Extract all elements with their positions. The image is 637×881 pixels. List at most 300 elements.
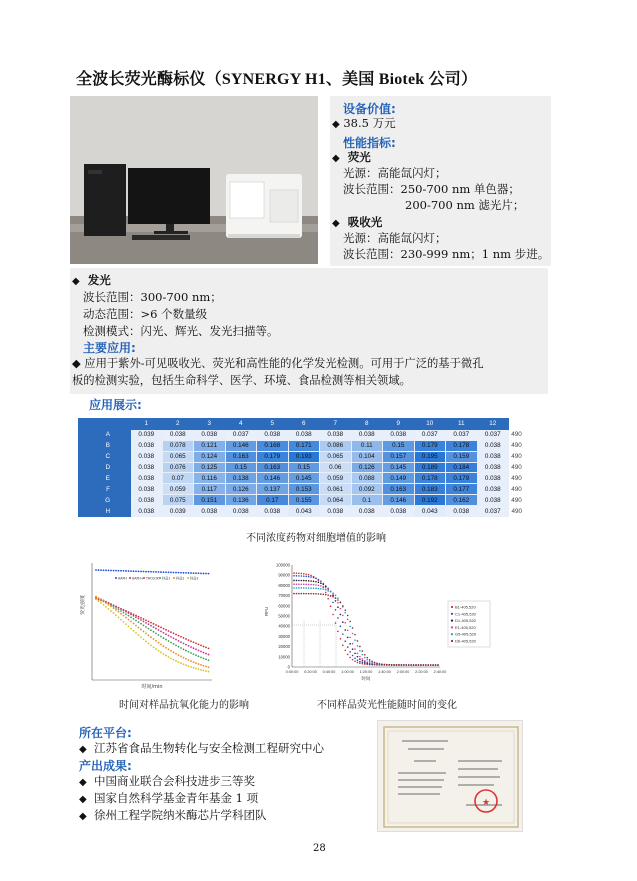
data-point [320,593,322,595]
achievements-header: 产出成果: [79,759,132,773]
data-point [168,656,170,658]
data-point [357,659,359,661]
data-point [123,609,125,611]
data-point [105,606,107,608]
plate-cell: 0.137 [257,484,289,495]
data-point [405,664,407,666]
data-point [123,621,125,623]
plate-cell: 0.043 [288,506,320,517]
data-point [342,644,344,646]
plate-cell: 0.178 [414,473,446,484]
data-point [188,665,190,667]
plate-cell: 0.1 [351,495,383,506]
plate-wavelength: 490 [509,429,525,440]
plate-cell: 0.146 [383,495,415,506]
data-point [153,638,155,640]
data-point [178,640,180,642]
data-point [193,572,195,574]
data-point [133,618,135,620]
data-point [183,648,185,650]
y-axis-label: RFU [264,606,269,616]
data-point [310,593,312,595]
data-point [305,573,307,575]
plate-cell: 0.163 [257,462,289,473]
legend-marker [159,577,161,579]
data-point [371,661,373,663]
data-point [138,634,140,636]
data-point [185,644,187,646]
plate-column-header: 5 [257,419,289,430]
data-point [125,570,127,572]
data-point [105,569,107,571]
plate-cell: 0.15 [225,462,257,473]
plate-cell: 0.037 [414,429,446,440]
data-point [332,592,334,594]
data-point [155,648,157,650]
data-point [423,664,425,666]
data-point [369,659,371,661]
data-point [298,572,300,574]
data-point [310,575,312,577]
plate-cell: 0.168 [257,440,289,451]
data-point [190,666,192,668]
data-point [366,657,368,659]
data-point [396,664,398,666]
data-point [352,627,354,629]
plate-corner [79,419,131,430]
data-point [158,629,160,631]
data-point [110,605,112,607]
data-point [125,611,127,613]
data-point [340,625,342,627]
data-point [296,580,298,582]
data-point [193,647,195,649]
data-point [340,638,342,640]
data-point [293,583,295,585]
plate-cell: 0.136 [225,495,257,506]
data-point [310,584,312,586]
data-point [175,634,177,636]
data-point [160,627,162,629]
data-point [354,657,356,659]
data-point [148,571,150,573]
data-point [160,630,162,632]
data-point [313,581,315,583]
data-point [203,665,205,667]
data-point [195,572,197,574]
data-point [332,614,334,616]
data-point [138,618,140,620]
data-point [435,664,437,666]
data-point [118,607,120,609]
plate-cell: 0.076 [162,462,194,473]
data-point [178,661,180,663]
plate-cell: 0.038 [288,429,320,440]
data-point [153,631,155,633]
data-point [344,622,346,624]
data-point [320,585,322,587]
fluorescence-label: ◆ 荧光 [332,150,371,164]
data-point [325,589,327,591]
data-point [155,624,157,626]
data-point [376,662,378,664]
data-point [308,584,310,586]
plate-cell: 0.151 [194,495,226,506]
data-point [301,583,303,585]
data-point [103,604,105,606]
data-point [303,575,305,577]
data-point [120,570,122,572]
plate-row [79,506,525,517]
data-point [175,660,177,662]
data-point [163,645,165,647]
fluorescence-time-chart-svg [262,561,492,689]
data-point [128,570,130,572]
data-point [193,661,195,663]
plate-cell: 0.138 [225,473,257,484]
plate-cell: 0.038 [225,506,257,517]
data-point [95,569,97,571]
plate-row [79,451,525,462]
plate-cell: 0.146 [257,473,289,484]
plate-column-header: 6 [288,419,320,430]
data-point [354,648,356,650]
x-tick-label: 1:20:00 [359,670,373,674]
data-point [145,626,147,628]
data-point [160,571,162,573]
plate-column-header: 7 [320,419,352,430]
plate-cell: 0.038 [383,506,415,517]
plate-row [79,440,525,451]
absorbance-range: 波长范围：230-999 nm；1 nm 步进。 [343,247,550,261]
data-point [133,615,135,617]
plate-cell: 0.078 [162,440,194,451]
data-point [298,593,300,595]
data-point [208,647,210,649]
x-axis-label: 时间/min [141,684,163,690]
data-point [340,614,342,616]
plate-cell: 0.038 [131,484,163,495]
data-point [203,646,205,648]
legend-label: 样品3 [190,576,199,581]
plate-cell: 0.038 [131,451,163,462]
data-point [163,653,165,655]
plate-row-label: G [79,495,131,506]
data-point [327,590,329,592]
data-point [183,657,185,659]
data-point [342,633,344,635]
data-point [344,629,346,631]
data-point [100,602,102,604]
plate-column-header: 4 [225,419,257,430]
plate-cell: 0.038 [446,506,478,517]
plate-cell: 0.195 [414,451,446,462]
data-point [118,609,120,611]
data-point [143,639,145,641]
data-point [293,575,295,577]
plate-row-label: D [79,462,131,473]
data-point [185,650,187,652]
plate-row-label: A [79,429,131,440]
data-point [318,582,320,584]
fluorescence-range-1: 波长范围：250-700 nm 单色器； [343,182,520,196]
data-point [296,593,298,595]
data-point [198,650,200,652]
data-point [143,618,145,620]
data-point [190,572,192,574]
data-point [208,573,210,575]
data-point [163,628,165,630]
data-point [391,664,393,666]
luminescence-mode: 检测模式：闪光、辉光、发光扫描等。 [83,324,279,338]
data-point [301,587,303,589]
data-point [168,640,170,642]
data-point [205,647,207,649]
data-point [315,593,317,595]
data-point [308,593,310,595]
data-point [310,587,312,589]
data-point [145,571,147,573]
data-point [298,587,300,589]
data-point [298,575,300,577]
plate-wavelength: 490 [509,440,525,451]
absorbance-light-source: 光源：高能氙闪灯； [343,231,447,245]
plate-cell: 0.038 [477,462,509,473]
data-point [427,664,429,666]
data-point [100,599,102,601]
data-point [330,591,332,593]
data-point [364,654,366,656]
data-point [364,657,366,659]
data-point [357,652,359,654]
data-point [344,650,346,652]
data-point [354,660,356,662]
data-point [193,667,195,669]
data-point [357,662,359,664]
y-tick-label: 0 [287,664,290,670]
data-point [173,643,175,645]
plate-cell: 0.15 [288,462,320,473]
plate-cell: 0.038 [320,429,352,440]
bullet-icon: ◆ [332,218,340,229]
data-point [170,650,172,652]
data-point [203,657,205,659]
data-point [200,669,202,671]
plate-cell: 0.179 [414,440,446,451]
plate-cell: 0.037 [225,429,257,440]
plate-cell: 0.038 [477,473,509,484]
plate-cell: 0.183 [414,484,446,495]
data-point [195,668,197,670]
plate-cell: 0.162 [446,495,478,506]
plate-cell: 0.065 [162,451,194,462]
plate-cell: 0.117 [194,484,226,495]
legend-marker [143,577,145,579]
data-point [303,593,305,595]
plate-cell: 0.125 [194,462,226,473]
data-point [362,650,364,652]
data-point [349,637,351,639]
data-point [203,652,205,654]
data-point [359,662,361,664]
data-point [193,653,195,655]
plate-cell: 0.163 [383,484,415,495]
data-point [128,619,130,621]
data-point [357,656,359,658]
plate-column-header: 9 [383,419,415,430]
data-point [330,595,332,597]
data-point [190,646,192,648]
data-point [138,570,140,572]
legend-marker [451,640,453,642]
data-point [170,657,172,659]
data-point [158,642,160,644]
data-point [188,659,190,661]
plate-column-header: 3 [194,419,226,430]
achievement-item: ◆ 徐州工程学院纳米酶芯片学科团队 [79,808,267,822]
data-point [301,580,303,582]
platform-item: ◆ 江苏省食品生物转化与安全检测工程研究中心 [79,741,325,755]
data-point [340,602,342,604]
data-point [332,596,334,598]
plate-cell: 0.038 [131,495,163,506]
plate-column-header: 8 [351,419,383,430]
data-point [158,650,160,652]
x-tick-label: 1:00:00 [341,670,354,674]
data-point [354,653,356,655]
data-point [163,632,165,634]
platform-header: 所在平台: [79,726,132,740]
plate-cell: 0.065 [320,451,352,462]
plate-row-label: F [79,484,131,495]
data-point [115,614,117,616]
data-point [175,639,177,641]
absorbance-label: ◆ 吸收光 [332,215,383,229]
data-point [310,580,312,582]
plate-cell: 0.116 [194,473,226,484]
data-point [425,664,427,666]
plate-row [79,484,525,495]
data-point [165,639,167,641]
data-point [130,628,132,630]
plate-column-header: 2 [162,419,194,430]
data-point [190,640,192,642]
data-point [381,663,383,665]
plate-cell: 0.038 [194,506,226,517]
data-point [208,666,210,668]
plate-cell: 0.038 [257,506,289,517]
data-point [135,632,137,634]
data-point [185,572,187,574]
data-point [173,632,175,634]
data-point [347,615,349,617]
data-point [347,637,349,639]
data-point [173,637,175,639]
data-point [120,610,122,612]
plate-cell: 0.038 [383,429,415,440]
data-point [303,580,305,582]
y-tick-label: 90000 [278,572,290,578]
plate-cell: 0.179 [257,451,289,462]
data-point [342,605,344,607]
data-point [296,583,298,585]
chart2-caption: 不同样品荧光性能随时间的变化 [317,700,457,711]
data-point [313,584,315,586]
data-point [330,605,332,607]
data-point [369,660,371,662]
data-point [349,626,351,628]
plate-cell: 0.159 [446,451,478,462]
data-point [349,643,351,645]
data-point [305,576,307,578]
data-point [165,647,167,649]
data-point [113,607,115,609]
application-line-2: 板的检测实验，包括生命科学、医学、环境、食品检测等相关领域。 [72,374,411,387]
data-point [123,570,125,572]
legend-marker [451,633,453,635]
plate-cell: 0.193 [288,451,320,462]
plate-cell: 0.038 [477,484,509,495]
data-point [315,588,317,590]
fluorescence-time-chart [262,561,492,689]
data-point [318,588,320,590]
legend-label: AAPH [118,576,127,581]
data-point [296,572,298,574]
plate-cell: 0.126 [351,462,383,473]
data-point [200,651,202,653]
data-point [408,664,410,666]
data-point [158,634,160,636]
data-point [155,640,157,642]
plate-cell: 0.157 [383,451,415,462]
data-point [337,606,339,608]
data-point [401,664,403,666]
plate-cell: 0.153 [288,484,320,495]
data-point [133,570,135,572]
plate-cell: 0.086 [320,440,352,451]
data-point [418,664,420,666]
data-point [135,615,137,617]
plate-cell: 0.184 [446,462,478,473]
plate-cell: 0.038 [351,506,383,517]
data-point [308,580,310,582]
data-point [308,574,310,576]
data-point [170,636,172,638]
data-point [183,643,185,645]
data-point [103,600,105,602]
data-point [293,593,295,595]
data-point [322,586,324,588]
data-point [150,644,152,646]
plate-cell: 0.126 [225,484,257,495]
plate-wavelength: 490 [509,462,525,473]
data-point [193,641,195,643]
plate-cell: 0.155 [288,495,320,506]
data-point [125,623,127,625]
data-point [327,598,329,600]
data-point [175,572,177,574]
data-point [208,659,210,661]
legend-marker [115,577,117,579]
data-point [165,655,167,657]
data-point [130,621,132,623]
data-point [359,658,361,660]
data-point [160,636,162,638]
data-point [120,613,122,615]
data-point [98,597,100,599]
data-point [293,587,295,589]
plate-cell: 0.038 [162,429,194,440]
